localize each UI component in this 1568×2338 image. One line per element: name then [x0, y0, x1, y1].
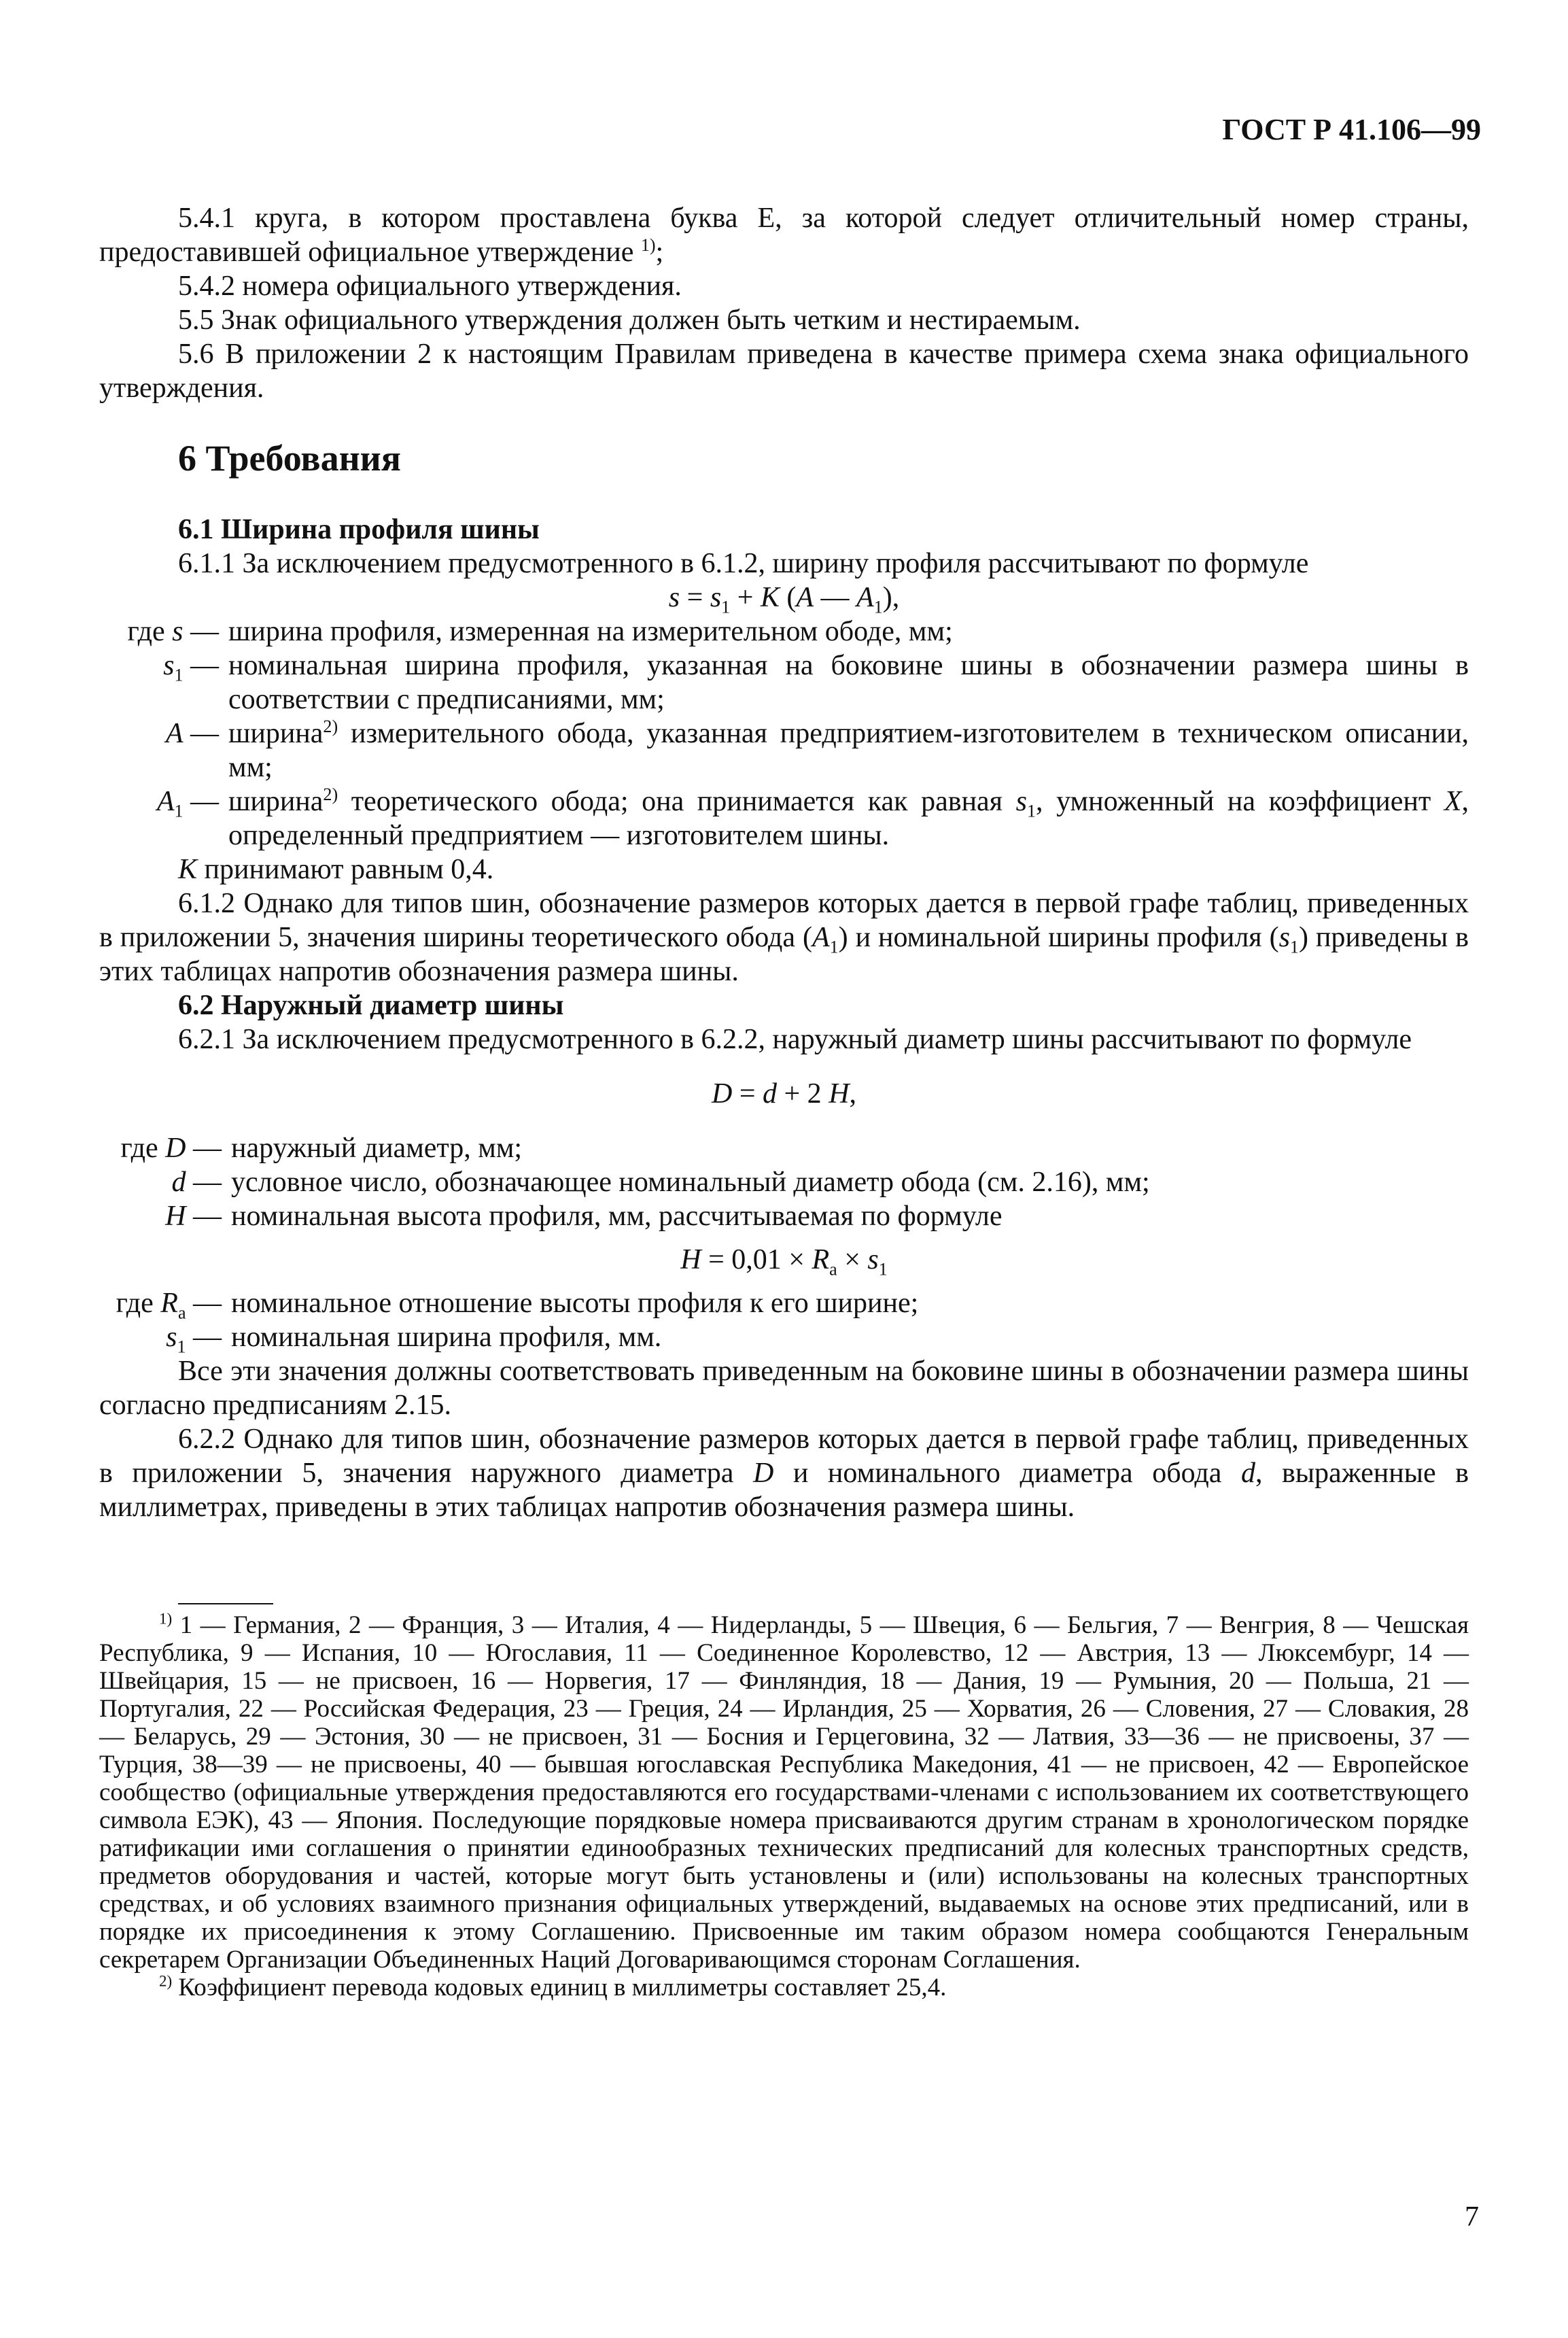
definition-item: $s_1$ — номинальная ширина профиля, мм.	[166, 1322, 662, 1357]
page-number: 7	[1465, 2201, 1479, 2233]
paragraph-5-4-1: 5.4.1 круга, в котором проставлена буква Е, за которой следует отличительный номер страны, предоставившей официальное утверждение $^{1)}$;	[99, 203, 1469, 268]
definition-item: A — ширина$^{2)}$ измерительного обода, указанная предприятием-изготовителем в техническом описании, мм;	[165, 717, 1469, 783]
definition-item: где s — ширина профиля, измеренная на измерительном ободе, мм;	[127, 616, 953, 647]
paragraph-6-2-1: 6.2.1 За исключением предусмотренного в 6.2.2, наружный диаметр шины рассчитывают по формуле	[178, 1024, 1412, 1055]
definition-item: $A_1$ — ширина$^{2)}$ теоретического обода; она принимается как равная $s_1$, умноженный на коэффициент X, определенный предприятием — изготовителем шины.	[156, 785, 1469, 851]
footnote-mark: 1)	[159, 1610, 173, 1628]
definitions-list-1	[99, 615, 1469, 853]
paragraph-6-1-2: 6.1.2 Однако для типов шин, обозначение размеров которых дается в первой графе таблиц, приведенных в приложении 5, значения ширины теоретического обода $(A_1)$ и номинальной ширины профиля $(s_1)$ приведены в этих таблицах напротив обозначения размера шины.	[99, 888, 1469, 987]
definition-item: где D — наружный диаметр, мм;	[120, 1133, 523, 1164]
footnote-mark: 2)	[159, 1972, 173, 1990]
definition-item: d — условное число, обозначающее номинальный диаметр обода (см. 2.16), мм;	[171, 1167, 1150, 1198]
definitions-list-2	[99, 1131, 1469, 1233]
paragraph-values-note: Все эти значения должны соответствовать приведенным на боковине шины в обозначении размера шины согласно предписаниям 2.15.	[99, 1356, 1469, 1421]
footnote-ref: 2)	[323, 717, 338, 736]
footnote-separator	[178, 1603, 273, 1604]
subsection-heading-6-1: 6.1 Ширина профиля шины	[178, 514, 540, 545]
paragraph-6-2-2: 6.2.2 Однако для типов шин, обозначение размеров которых дается в первой графе таблиц, приведенных в приложении 5, значения наружного диаметра D и номинального диаметра обода d, выраженные в миллиметрах, приведены в этих таблицах напротив обозначения размера шины.	[99, 1424, 1469, 1523]
formula-profile-height: $H = 0,01 \times R_a \times s_1$	[680, 1244, 888, 1279]
formula-profile-width: $s = s_1 + K$ (A — $A_1$),	[668, 582, 900, 617]
footnote-ref: 2)	[323, 785, 338, 804]
definition-item: H — номинальная высота профиля, мм, рассчитываемая по формуле	[165, 1201, 1003, 1232]
section-5-tail	[99, 201, 1469, 405]
section-6	[99, 438, 1469, 1524]
footnotes	[99, 1611, 1469, 2001]
footnote-2: $^{2)}$ Коэффициент перевода кодовых единиц в миллиметры составляет 25,4.	[159, 1972, 947, 2001]
paragraph-6-1-1: 6.1.1 За исключением предусмотренного в 6.1.2, ширину профиля рассчитывают по формуле	[178, 548, 1309, 579]
paragraph-5-4-2: 5.4.2 номера официального утверждения.	[178, 271, 682, 302]
paragraph-5-6: 5.6 В приложении 2 к настоящим Правилам приведена в качестве примера схема знака официального утверждения.	[99, 339, 1469, 404]
footnote-1: $^{1)}$ 1 — Германия, 2 — Франция, 3 — Италия, 4 — Нидерланды, 5 — Швеция, 6 — Бельгия, 7 — Венгрия, 8 — Чешская Республика, 9 — Испания, 10 — Югославия, 11 — Соединенное Королевство, 12 — Австрия, 13 — Люксембург, 14 — Швейцария, 15 — не присвоен, 16 — Норвегия, 17 — Финляндия, 18 — Дания, 19 — Румыния, 20 — Польша, 21 — Португалия, 22 — Российская Федерация, 23 — Греция, 24 — Ирландия, 25 — Хорватия, 26 — Словения, 27 — Словакия, 28 — Беларусь, 29 — Эстония, 30 — не присвоен, 31 — Босния и Герцеговина, 32 — Латвия, 33—36 — не присвоены, 37 — Турция, 38—39 — не присвоены, 40 — бывшая югославская Республика Македония, 41 — не присвоен, 42 — Европейское сообщество (официальные утверждения предоставляются его государствами-членами с использованием их соответствующего символа ЕЭК), 43 — Япония. Последующие порядковые номера присваиваются другим странам в хронологическом порядке ратификации ими соглашения о принятии единообразных технических предписаний для колесных транспортных средств, предметов оборудования и частей, которые могут быть установлены и (или) использованы на колесных транспортных средствах, и об условиях взаимного признания официальных утверждений, выдаваемых на основе этих предписаний, или в порядке их присоединения к этому Соглашению. Присвоенные им таким образом номера сообщаются Генеральным секретарем Организации Объединенных Наций Договаривающимся сторонам Соглашения.	[99, 1610, 1469, 1974]
paragraph-k-value: K принимают равным 0,4.	[178, 854, 494, 885]
footnote-ref: 1)	[640, 235, 656, 255]
page-header: ГОСТ Р 41.106—99	[1222, 113, 1481, 146]
definition-item: $s_1$ — номинальная ширина профиля, указанная на боковине шины в обозначении размера шины в соответствии с предписаниями, мм;	[163, 650, 1469, 715]
definitions-list-3	[99, 1286, 1469, 1357]
definition-item: где $R_a$ — номинальное отношение высоты профиля к его ширине;	[116, 1288, 919, 1323]
section-heading: 6 Требования	[178, 438, 402, 479]
paragraph-5-5: 5.5 Знак официального утверждения должен быть четким и нестираемым.	[178, 305, 1081, 336]
formula-outer-diameter: D = d + 2 H,	[711, 1078, 857, 1110]
subsection-heading-6-2: 6.2 Наружный диаметр шины	[178, 990, 564, 1021]
